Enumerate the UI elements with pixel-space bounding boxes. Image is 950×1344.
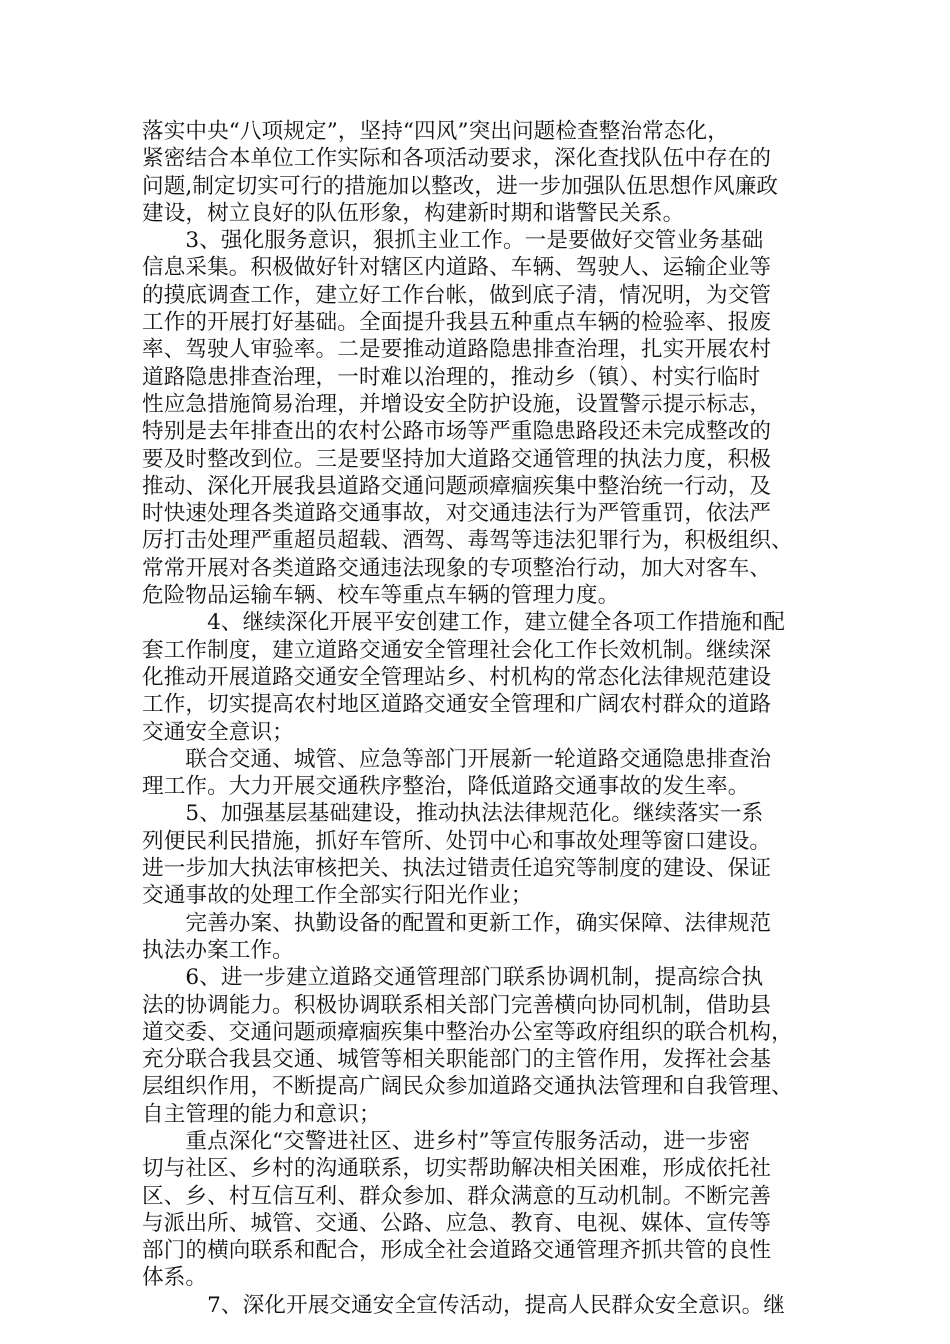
text-line: 性应急措施简易治理，并增设安全防护设施，设置警示提示标志， (142, 391, 772, 417)
text-line: 6、进一步建立道路交通管理部门联系协调机制，提高综合执 (142, 965, 764, 991)
text-line: 交通安全意识； (142, 719, 294, 745)
text-line: 列便民利民措施，抓好车管所、处罚中心和事故处理等窗口建设。 (142, 828, 772, 854)
text-line: 7、深化开展交通安全宣传活动，提高人民群众安全意识。继 (142, 1292, 785, 1318)
text-line: 要及时整改到位。三是要坚持加大道路交通管理的执法力度，积极 (142, 446, 772, 472)
text-line: 推动、深化开展我县道路交通问题顽瘴痼疾集中整治统一行动，及 (142, 473, 772, 499)
text-line: 率、驾驶人审验率。二是要推动道路隐患排查治理，扎实开展农村 (142, 337, 772, 363)
document-body (142, 118, 822, 1319)
text-line: 化推动开展道路交通安全管理站乡、村机构的常态化法律规范建设 (142, 664, 772, 690)
text-line: 自主管理的能力和意识； (142, 1101, 381, 1127)
text-line: 紧密结合本单位工作实际和各项活动要求，深化查找队伍中存在的 (142, 146, 772, 172)
text-line: 交通事故的处理工作全部实行阳光作业； (142, 883, 533, 909)
text-line: 的摸底调查工作，建立好工作台帐，做到底子清，情况明，为交管 (142, 282, 772, 308)
text-line: 执法办案工作。 (142, 937, 294, 963)
text-line: 切与社区、乡村的沟通联系，切实帮助解决相关困难，形成依托社 (142, 1156, 772, 1182)
text-line: 建设，树立良好的队伍形象，构建新时期和谐警民关系。 (142, 200, 685, 226)
text-line: 道交委、交通问题顽瘴痼疾集中整治办公室等政府组织的联合机构， (142, 1019, 793, 1045)
text-line: 信息采集。积极做好针对辖区内道路、车辆、驾驶人、运输企业等 (142, 255, 772, 281)
text-line: 层组织作用，不断提高广阔民众参加道路交通执法管理和自我管理、 (142, 1074, 793, 1100)
text-line: 套工作制度，建立道路交通安全管理社会化工作长效机制。继续深 (142, 637, 772, 663)
text-line: 与派出所、城管、交通、公路、应急、教育、电视、媒体、宣传等 (142, 1210, 772, 1236)
text-line: 特别是去年排查出的农村公路市场等严重隐患路段还未完成整改的 (142, 419, 772, 445)
text-line: 常常开展对各类道路交通违法现象的专项整治行动，加大对客车、 (142, 555, 772, 581)
text-line: 充分联合我县交通、城管等相关职能部门的主管作用，发挥社会基 (142, 1047, 772, 1073)
text-line: 落实中央“八项规定”，坚持“四风”突出问题检查整治常态化， (142, 119, 729, 144)
text-line: 完善办案、执勤设备的配置和更新工作，确实保障、法律规范 (142, 910, 772, 936)
text-line: 法的协调能力。积极协调联系相关部门完善横向协同机制，借助县 (142, 992, 772, 1018)
text-line: 区、乡、村互信互利、群众参加、群众满意的互动机制。不断完善 (142, 1183, 772, 1209)
text-line: 道路隐患排查治理，一时难以治理的，推动乡（镇）、村实行临时 (142, 364, 761, 390)
text-line: 3、强化服务意识，狠抓主业工作。一是要做好交管业务基础 (142, 228, 764, 254)
text-line: 工作，切实提高农村地区道路交通安全管理和广阔农村群众的道路 (142, 692, 772, 718)
text-line: 厉打击处理严重超员超载、酒驾、毒驾等违法犯罪行为，积极组织、 (142, 528, 793, 554)
text-line: 工作的开展打好基础。全面提升我县五种重点车辆的检验率、报废 (142, 310, 772, 336)
text-line: 5、加强基层基础建设，推动执法法律规范化。继续落实一系 (142, 801, 764, 827)
text-line: 理工作。大力开展交通秩序整治，降低道路交通事故的发生率。 (142, 774, 750, 800)
text-line: 时快速处理各类道路交通事故，对交通违法行为严管重罚，依法严 (142, 501, 772, 527)
text-line: 危险物品运输车辆、校车等重点车辆的管理力度。 (142, 583, 620, 609)
text-line: 进一步加大执法审核把关、执法过错责任追究等制度的建设、保证 (142, 856, 772, 882)
text-line: 部门的横向联系和配合，形成全社会道路交通管理齐抓共管的良性 (142, 1238, 772, 1264)
text-line: 问题,制定切实可行的措施加以整改，进一步加强队伍思想作风廉政 (142, 173, 779, 199)
text-line: 联合交通、城管、应急等部门开展新一轮道路交通隐患排查治 (142, 746, 772, 772)
text-line: 重点深化“交警进社区、进乡村”等宣传服务活动，进一步密 (142, 1128, 751, 1154)
text-line: 4、继续深化开展平安创建工作，建立健全各项工作措施和配 (142, 610, 785, 636)
text-line: 体系。 (142, 1265, 208, 1291)
